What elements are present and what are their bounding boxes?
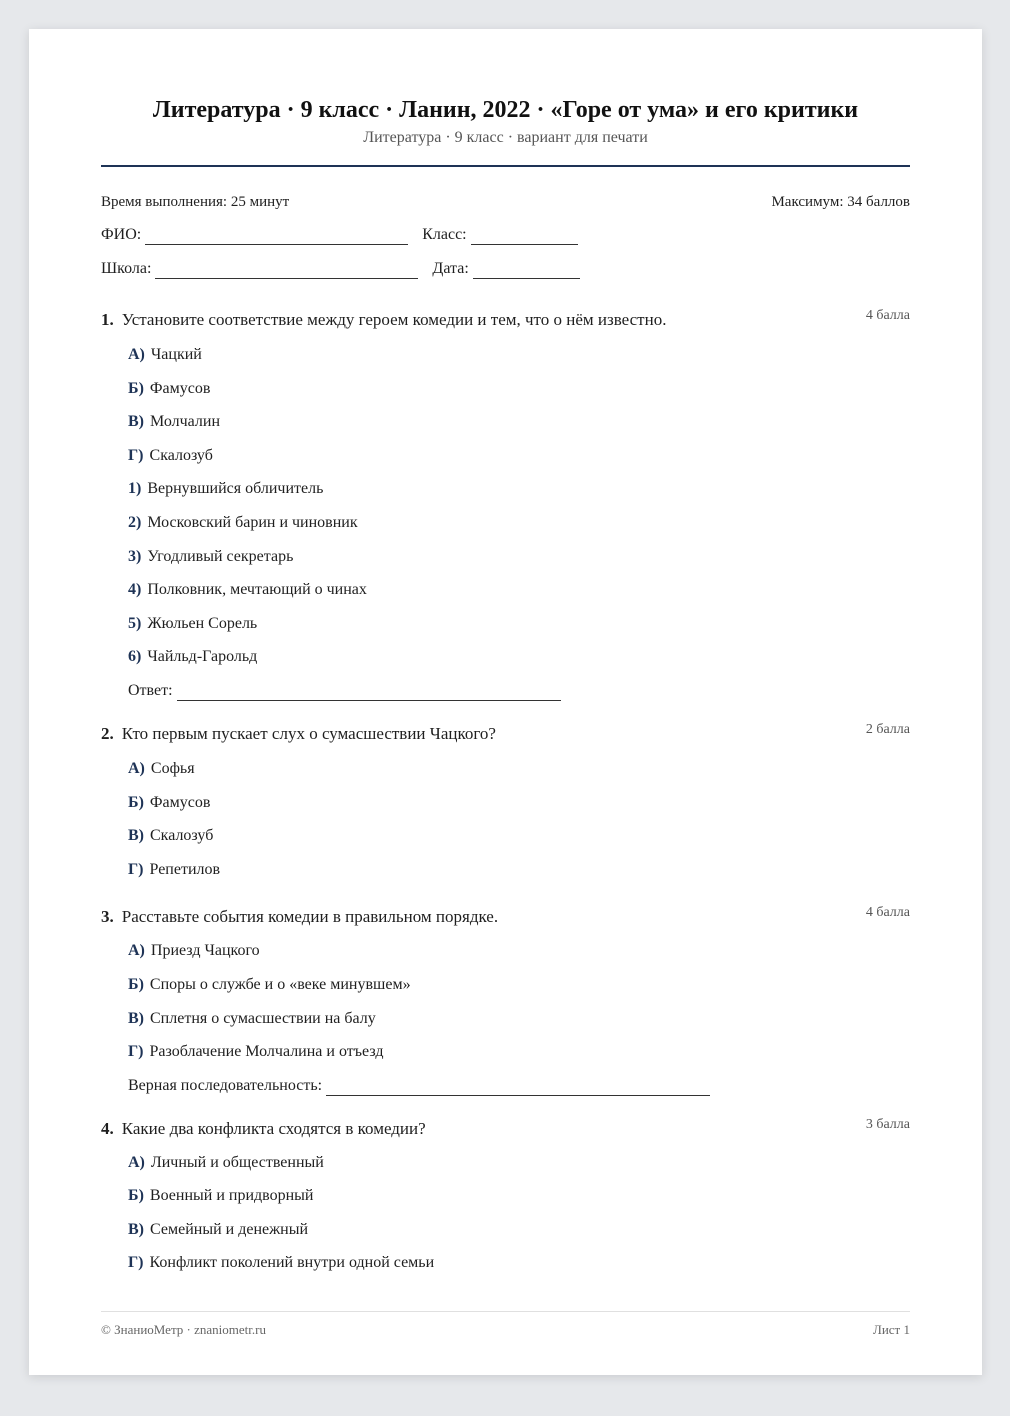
option-item bbox=[128, 580, 910, 614]
option-item bbox=[128, 446, 910, 480]
option-text: Фамусов bbox=[149, 793, 211, 811]
option-item bbox=[128, 1253, 910, 1287]
school-fields-row bbox=[101, 259, 910, 279]
option-text: Московский барин и чиновник bbox=[147, 513, 358, 531]
answer-field[interactable] bbox=[326, 1081, 710, 1096]
option-text: Семейный и денежный bbox=[150, 1220, 309, 1238]
max-score: Максимум: 34 баллов bbox=[771, 194, 910, 210]
question-text: Установите соответствие между героем комедии и тем, что о нём известно. bbox=[121, 310, 667, 329]
option-text: Вернувшийся обличитель bbox=[147, 480, 324, 498]
option-item bbox=[128, 345, 910, 379]
option-label: Г) bbox=[128, 446, 144, 464]
option-label: Г) bbox=[128, 1254, 144, 1272]
option-label: 1) bbox=[128, 480, 142, 498]
option-item bbox=[128, 1042, 910, 1076]
page-title: Литература · 9 класс · Ланин, 2022 · «Горе от ума» и его критики bbox=[152, 97, 859, 123]
date-label: Дата: bbox=[432, 260, 469, 277]
footer-page-number: Лист 1 bbox=[873, 1322, 910, 1337]
question-text: Кто первым пускает слух о сумасшествии Чацкого? bbox=[121, 723, 496, 743]
option-label: Г) bbox=[128, 860, 144, 878]
option-text: Софья bbox=[150, 759, 195, 777]
option-label: 5) bbox=[128, 614, 142, 632]
option-text: Репетилов bbox=[149, 860, 221, 878]
option-label: Б) bbox=[128, 793, 144, 811]
fio-label: ФИО: bbox=[101, 226, 142, 243]
option-item bbox=[128, 759, 910, 793]
header-divider bbox=[101, 165, 910, 167]
worksheet-page bbox=[29, 29, 982, 1375]
option-text: Личный и общественный bbox=[150, 1153, 324, 1171]
option-item bbox=[128, 1186, 910, 1220]
option-label: В) bbox=[128, 1009, 144, 1027]
option-label: В) bbox=[128, 1220, 144, 1238]
question-header bbox=[101, 1118, 910, 1153]
option-label: Б) bbox=[128, 1187, 144, 1205]
question-1 bbox=[101, 309, 910, 701]
student-fields-row bbox=[101, 225, 910, 245]
question-2 bbox=[101, 723, 910, 893]
page-content bbox=[101, 29, 910, 1287]
meta-row bbox=[101, 192, 910, 212]
question-number: 2. bbox=[101, 723, 114, 743]
answer-row bbox=[128, 681, 910, 701]
option-item bbox=[128, 647, 910, 681]
page-footer bbox=[101, 1322, 910, 1338]
option-label: 3) bbox=[128, 547, 142, 565]
option-item bbox=[128, 793, 910, 827]
option-text: Военный и придворный bbox=[149, 1187, 314, 1205]
answer-label: Верная последовательность: bbox=[128, 1076, 323, 1094]
option-item bbox=[128, 513, 910, 547]
question-header bbox=[101, 906, 910, 941]
footer-divider bbox=[101, 1311, 910, 1312]
option-text: Разоблачение Молчалина и отъезд bbox=[149, 1043, 384, 1061]
option-label: А) bbox=[128, 1153, 145, 1171]
option-label: В) bbox=[128, 413, 144, 431]
answer-label: Ответ: bbox=[128, 681, 173, 699]
question-number: 4. bbox=[101, 1118, 114, 1138]
question-header bbox=[101, 309, 910, 345]
option-label: А) bbox=[128, 759, 145, 777]
school-label: Школа: bbox=[101, 260, 152, 277]
page-subtitle: Литература · 9 класс · вариант для печати bbox=[363, 129, 648, 146]
option-label: 6) bbox=[128, 648, 142, 666]
question-points: 2 балла bbox=[865, 721, 910, 737]
option-item bbox=[128, 1220, 910, 1254]
option-item bbox=[128, 826, 910, 860]
option-label: А) bbox=[128, 346, 145, 363]
option-text: Чацкий bbox=[150, 346, 202, 363]
option-text: Скалозуб bbox=[149, 446, 213, 464]
option-label: В) bbox=[128, 827, 144, 845]
option-text: Чайльд-Гарольд bbox=[147, 648, 258, 666]
class-label: Класс: bbox=[422, 226, 467, 243]
option-item bbox=[128, 412, 910, 446]
date-field[interactable] bbox=[473, 264, 580, 279]
question-points: 4 балла bbox=[865, 308, 910, 323]
option-item bbox=[128, 1009, 910, 1043]
option-item bbox=[128, 860, 910, 894]
fio-field[interactable] bbox=[145, 230, 408, 245]
question-points: 4 балла bbox=[865, 905, 910, 921]
option-item bbox=[128, 1153, 910, 1187]
option-item bbox=[128, 379, 910, 413]
question-number: 1. bbox=[101, 310, 114, 329]
footer-copyright: © ЗнаниоМетр · znaniometr.ru bbox=[101, 1322, 266, 1337]
option-label: 4) bbox=[128, 581, 142, 599]
question-points: 3 балла bbox=[865, 1116, 910, 1132]
option-label: Б) bbox=[128, 379, 144, 397]
option-item bbox=[128, 941, 910, 975]
option-item bbox=[128, 479, 910, 513]
option-text: Скалозуб bbox=[150, 827, 214, 845]
option-text: Фамусов bbox=[149, 379, 211, 397]
option-label: 2) bbox=[128, 513, 142, 531]
option-text: Сплетня о сумасшествии на балу bbox=[150, 1009, 376, 1027]
option-text: Полковник, мечтающий о чинах bbox=[147, 581, 367, 599]
time-limit: Время выполнения: 25 минут bbox=[101, 194, 290, 210]
option-label: Г) bbox=[128, 1043, 144, 1061]
option-item bbox=[128, 547, 910, 581]
option-text: Конфликт поколений внутри одной семьи bbox=[149, 1254, 435, 1272]
option-text: Приезд Чацкого bbox=[150, 942, 260, 960]
option-text: Молчалин bbox=[150, 413, 220, 431]
option-label: Б) bbox=[128, 975, 144, 993]
question-text: Расставьте события комедии в правильном порядке. bbox=[121, 907, 499, 927]
option-item bbox=[128, 614, 910, 648]
option-item bbox=[128, 975, 910, 1009]
question-header bbox=[101, 723, 910, 759]
option-text: Жюльен Сорель bbox=[147, 614, 258, 632]
answer-row bbox=[128, 1076, 910, 1096]
answer-field[interactable] bbox=[177, 686, 561, 701]
school-field[interactable] bbox=[155, 264, 418, 279]
question-text: Какие два конфликта сходятся в комедии? bbox=[121, 1118, 426, 1138]
option-text: Споры о службе и о «веке минувшем» bbox=[149, 975, 411, 993]
option-label: А) bbox=[128, 942, 145, 960]
question-4 bbox=[101, 1118, 910, 1287]
question-number: 3. bbox=[101, 907, 114, 927]
option-text: Угодливый секретарь bbox=[147, 547, 294, 565]
question-3 bbox=[101, 906, 910, 1095]
class-field[interactable] bbox=[471, 230, 578, 245]
